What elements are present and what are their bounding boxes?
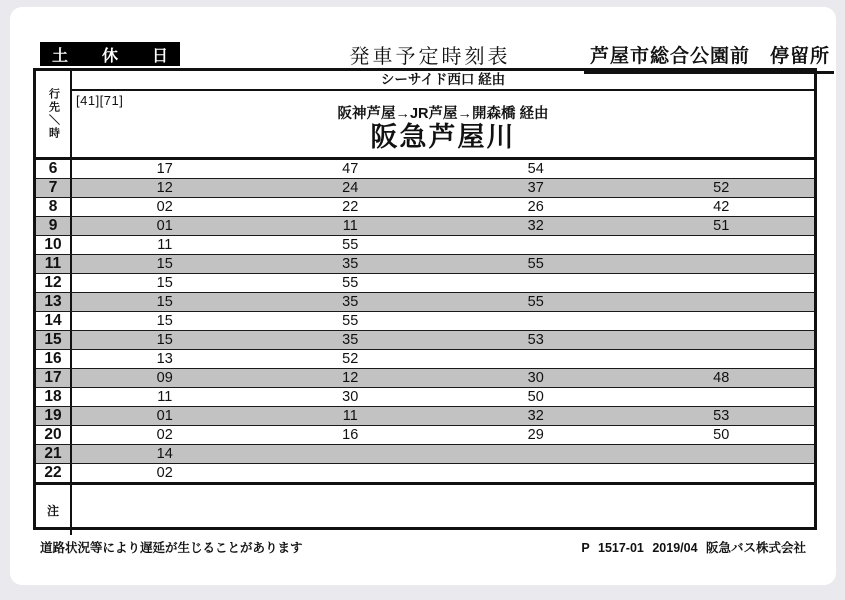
table-row	[36, 368, 814, 387]
minute-cell: 17	[156, 161, 173, 177]
minute-cell: 48	[713, 370, 730, 386]
table-row	[36, 463, 814, 482]
minute-cell: 50	[527, 389, 544, 405]
minute-cell: 53	[527, 332, 544, 348]
hour-cell: 20	[36, 426, 72, 444]
day-type-char: 土	[52, 47, 69, 65]
note-content	[72, 485, 814, 535]
minute-cell: 50	[713, 427, 730, 443]
minutes-area	[72, 179, 814, 197]
minutes-area	[72, 407, 814, 425]
minute-cell: 12	[342, 370, 359, 386]
minute-cell: 35	[342, 294, 359, 310]
minute-cell: 15	[156, 294, 173, 310]
minute-cell: 15	[156, 332, 173, 348]
minute-cell: 01	[156, 408, 173, 424]
table-row	[36, 254, 814, 273]
minute-cell	[629, 236, 815, 254]
minute-cell: 55	[342, 237, 359, 253]
corner-cell	[36, 71, 72, 157]
minute-cell: 11	[157, 237, 173, 253]
minute-cell: 52	[342, 351, 359, 367]
minute-cell: 02	[156, 427, 173, 443]
table-row	[36, 387, 814, 406]
minute-cell	[629, 331, 815, 349]
minute-cell: 53	[713, 408, 730, 424]
minute-cell: 35	[342, 256, 359, 272]
minute-cell	[443, 464, 629, 482]
table-row	[36, 425, 814, 444]
table-row	[36, 444, 814, 463]
note-row	[36, 482, 814, 535]
hour-cell: 19	[36, 407, 72, 425]
table-row	[36, 292, 814, 311]
minute-cell: 01	[156, 218, 173, 234]
minute-cell	[258, 445, 444, 463]
hour-cell: 6	[36, 160, 72, 178]
table-row	[36, 406, 814, 425]
minute-cell	[629, 312, 815, 330]
minute-cell: 55	[342, 313, 359, 329]
table-row	[36, 311, 814, 330]
via-main-label: 阪神芦屋→JR芦屋→開森橋 経由	[337, 106, 549, 122]
hour-cell: 7	[36, 179, 72, 197]
minutes-area	[72, 464, 814, 482]
minute-cell: 02	[156, 199, 173, 215]
hour-cell: 9	[36, 217, 72, 235]
minute-cell: 11	[342, 218, 358, 234]
minute-cell: 11	[342, 408, 358, 424]
minute-cell: 29	[527, 427, 544, 443]
minute-cell: 30	[342, 389, 359, 405]
note-label-cell	[36, 485, 72, 535]
stop-name: 芦屋市総合公園前 停留所	[584, 41, 834, 74]
day-type-badge	[40, 42, 180, 66]
minute-cell: 37	[527, 180, 544, 196]
minutes-area	[72, 312, 814, 330]
hour-cell: 17	[36, 369, 72, 387]
table-row	[36, 178, 814, 197]
minutes-area	[72, 331, 814, 349]
minute-cell	[629, 293, 815, 311]
minute-cell: 55	[527, 256, 544, 272]
minute-cell: 16	[342, 427, 359, 443]
minute-cell: 55	[527, 294, 544, 310]
minute-cell	[629, 464, 815, 482]
hour-cell: 11	[36, 255, 72, 273]
minute-cell	[629, 350, 815, 368]
minute-cell	[258, 464, 444, 482]
minute-cell: 12	[156, 180, 173, 196]
minute-cell: 15	[156, 256, 173, 272]
day-type-char: 休	[101, 47, 118, 65]
minute-cell	[443, 312, 629, 330]
header-right	[72, 71, 814, 157]
minute-cell	[629, 388, 815, 406]
hour-cell: 16	[36, 350, 72, 368]
minute-cell: 14	[156, 446, 173, 462]
minute-cell: 30	[527, 370, 544, 386]
minute-cell: 15	[156, 313, 173, 329]
hour-cell: 10	[36, 236, 72, 254]
timetable-page	[10, 7, 836, 585]
minute-cell	[443, 274, 629, 292]
minutes-area	[72, 445, 814, 463]
table-row	[36, 235, 814, 254]
note-label: 注	[46, 503, 59, 518]
table-row	[36, 160, 814, 178]
minute-cell: 09	[156, 370, 173, 386]
minutes-area	[72, 388, 814, 406]
minutes-area	[72, 160, 814, 178]
minutes-area	[72, 350, 814, 368]
hour-cell: 8	[36, 198, 72, 216]
minute-cell: 15	[156, 275, 173, 291]
footer-delay-notice: 道路状況等により遅延が生じることがあります	[40, 541, 303, 555]
page-title: 発車予定時刻表	[349, 46, 511, 68]
day-type-char: 日	[151, 47, 168, 65]
minutes-area	[72, 426, 814, 444]
minute-cell: 54	[527, 161, 544, 177]
minute-cell: 26	[527, 199, 544, 215]
minutes-area	[72, 274, 814, 292]
footer-publisher-info: P 1517-01 2019/04 阪急バス株式会社	[581, 541, 806, 555]
hour-cell: 15	[36, 331, 72, 349]
table-row	[36, 216, 814, 235]
minute-cell: 47	[342, 161, 359, 177]
minutes-area	[72, 293, 814, 311]
timetable-header	[36, 71, 814, 160]
route-numbers: [41][71]	[76, 93, 124, 108]
hour-cell: 21	[36, 445, 72, 463]
table-row	[36, 330, 814, 349]
table-row	[36, 273, 814, 292]
minute-cell: 13	[156, 351, 173, 367]
hour-cell: 22	[36, 464, 72, 482]
corner-label: 行先＼時	[47, 88, 60, 140]
hour-cell: 13	[36, 293, 72, 311]
minute-cell: 11	[157, 389, 173, 405]
minute-cell: 35	[342, 332, 359, 348]
hour-cell: 12	[36, 274, 72, 292]
minute-cell: 51	[713, 218, 730, 234]
timetable	[33, 68, 817, 530]
minutes-area	[72, 198, 814, 216]
minute-cell: 52	[713, 180, 730, 196]
destination-area	[72, 91, 814, 157]
minute-cell	[629, 255, 815, 273]
minute-cell: 24	[342, 180, 359, 196]
minute-cell	[443, 236, 629, 254]
minute-cell: 32	[527, 408, 544, 424]
minutes-area	[72, 255, 814, 273]
destination-name: 阪急芦屋川	[370, 122, 516, 152]
minute-cell: 02	[156, 465, 173, 481]
minute-cell: 55	[342, 275, 359, 291]
timetable-body	[36, 160, 814, 482]
minute-cell: 22	[342, 199, 359, 215]
minute-cell	[629, 274, 815, 292]
minutes-area	[72, 217, 814, 235]
minute-cell	[443, 350, 629, 368]
minutes-area	[72, 369, 814, 387]
table-row	[36, 349, 814, 368]
minute-cell: 32	[527, 218, 544, 234]
minute-cell	[443, 445, 629, 463]
hour-cell: 18	[36, 388, 72, 406]
minutes-area	[72, 236, 814, 254]
hour-cell: 14	[36, 312, 72, 330]
via-top-label: シーサイド西口 経由	[72, 71, 814, 91]
minute-cell: 42	[713, 199, 730, 215]
minute-cell	[629, 445, 815, 463]
table-row	[36, 197, 814, 216]
minute-cell	[629, 160, 815, 178]
